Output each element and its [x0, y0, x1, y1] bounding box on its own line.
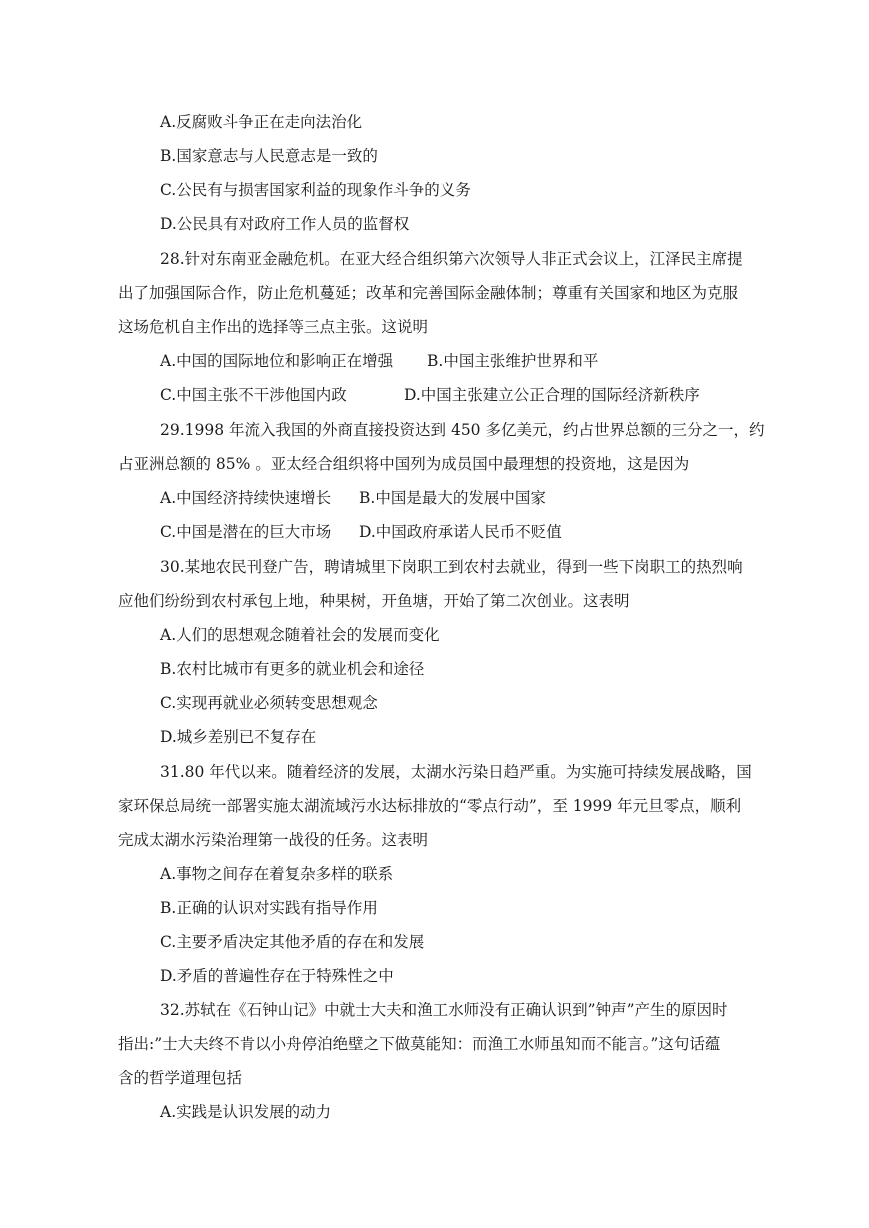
- q29-option-a: A.中国经济持续快速增长: [160, 489, 332, 507]
- q32-option-a: A.实践是认识发展的动力: [160, 1103, 332, 1121]
- q28-stem-line-3: 这场危机自主作出的选择等三点主张。这说明: [118, 318, 429, 336]
- q31-stem-line-3: 完成太湖水污染治理第一战役的任务。这表明: [118, 831, 429, 849]
- q27-option-b: B.国家意志与人民意志是一致的: [160, 147, 378, 165]
- q27-option-a: A.反腐败斗争正在走向法治化: [160, 113, 363, 131]
- q28-stem-line-1: 28.针对东南亚金融危机。在亚大经合组织第六次领导人非正式会议上，江泽民主席提: [160, 250, 743, 268]
- q30-option-b: B.农村比城市有更多的就业机会和途径: [160, 660, 425, 678]
- q32-stem-line-3: 含的哲学道理包括: [118, 1069, 243, 1087]
- q31-option-c: C.主要矛盾决定其他矛盾的存在和发展: [160, 933, 425, 951]
- q32-stem-line-2: 指出:”士大夫终不肯以小舟停泊绝壁之下做莫能知：而渔工水师虽知而不能言。”这句话蕴: [118, 1035, 721, 1053]
- q30-option-c: C.实现再就业必须转变思想观念: [160, 694, 378, 712]
- q28-option-c: C.中国主张不干涉他国内政: [160, 386, 347, 404]
- q29-option-b: B.中国是最大的发展中国家: [359, 489, 546, 507]
- q30-option-a: A.人们的思想观念随着社会的发展而变化: [160, 626, 440, 644]
- q29-stem-line-1: 29.1998 年流入我国的外商直接投资达到 450 多亿美元，约占世界总额的三分之一，约: [160, 421, 765, 439]
- q27-option-c: C.公民有与损害国家利益的现象作斗争的义务: [160, 181, 471, 199]
- q32-stem-line-1: 32.苏轼在《石钟山记》中就士大夫和渔工水师没有正确认识到”钟声”产生的原因时: [160, 1001, 728, 1019]
- q31-stem-line-2: 家环保总局统一部署实施太湖流域污水达标排放的“零点行动”，至 1999 年元旦零点，顺利: [118, 797, 742, 815]
- q31-option-a: A.事物之间存在着复杂多样的联系: [160, 865, 394, 883]
- q28-option-b: B.中国主张维护世界和平: [427, 352, 599, 370]
- q29-stem-line-2: 占亚洲总额的 85% 。亚太经合组织将中国列为成员国中最理想的投资地，这是因为: [118, 455, 690, 473]
- q28-option-d: D.中国主张建立公正合理的国际经济新秩序: [404, 386, 700, 404]
- q30-option-d: D.城乡差别已不复存在: [160, 728, 317, 746]
- q31-option-d: D.矛盾的普遍性存在于特殊性之中: [160, 967, 394, 985]
- q29-option-d: D.中国政府承诺人民币不贬值: [359, 523, 562, 541]
- q29-option-c: C.中国是潜在的巨大市场: [160, 523, 332, 541]
- q27-option-d: D.公民具有对政府工作人员的监督权: [160, 215, 410, 233]
- q31-stem-line-1: 31.80 年代以来。随着经济的发展，太湖水污染日趋严重。为实施可持续发展战略，国: [160, 763, 752, 781]
- q30-stem-line-1: 30.某地农民刊登广告，聘请城里下岗职工到农村去就业，得到一些下岗职工的热烈响: [160, 558, 743, 576]
- q28-option-a: A.中国的国际地位和影响正在增强: [160, 352, 394, 370]
- q28-stem-line-2: 出了加强国际合作，防止危机蔓延；改革和完善国际金融体制；尊重有关国家和地区为克服: [118, 284, 739, 302]
- q31-option-b: B.正确的认识对实践有指导作用: [160, 899, 378, 917]
- q30-stem-line-2: 应他们纷纷到农村承包上地，种果树，开鱼塘，开始了第二次创业。这表明: [118, 592, 630, 610]
